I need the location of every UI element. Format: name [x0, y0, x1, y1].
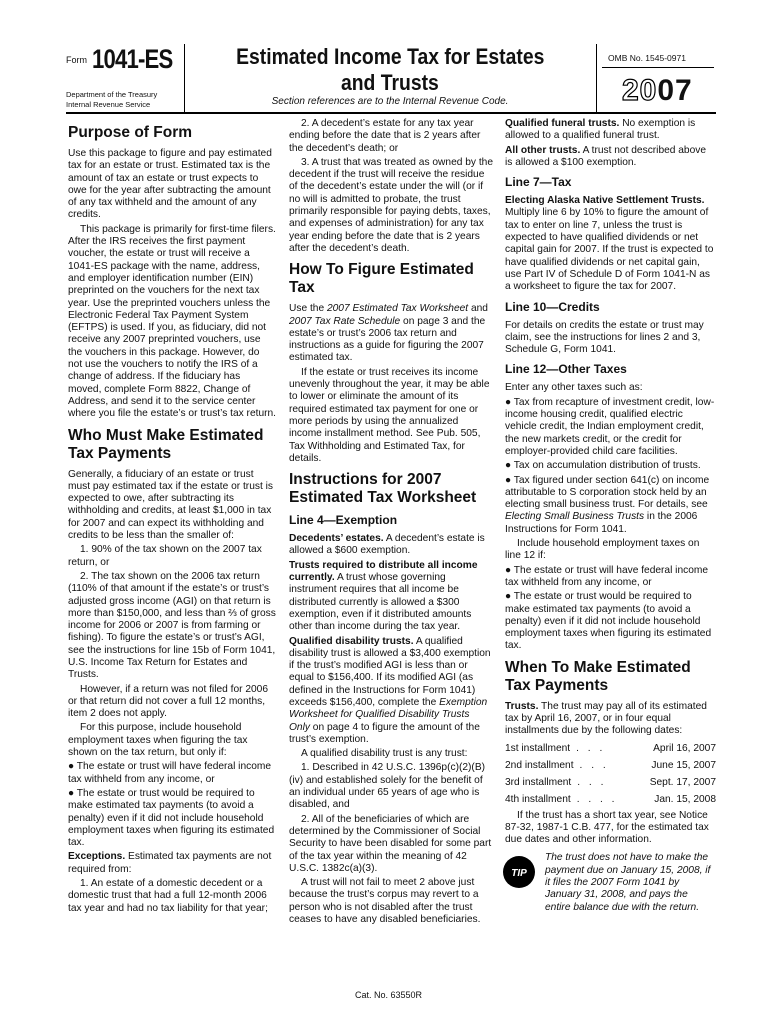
- run-in-heading: Electing Alaska Native Settlement Trusts.: [505, 195, 705, 207]
- installment-row: [505, 793, 716, 807]
- paragraph: However, if a return was not filed for 2006 or that return did not cover a full 12 months, item 2 does not apply.: [68, 683, 269, 720]
- run-in-heading: Exceptions.: [68, 851, 126, 863]
- title-line-1: Estimated Income Tax for Estates: [235, 44, 545, 69]
- column-1: [68, 118, 276, 917]
- tip-word: TIP: [511, 868, 527, 880]
- bullet-item: ● The estate or trust will have federal income tax withheld from any income, or: [505, 564, 709, 588]
- leader-dots: . . .: [577, 776, 607, 788]
- paragraph: If the estate or trust receives its income unevenly throughout the year, it may be able to lower or eliminate the amount of its required estimated tax payment for one or more periods by using the annualized income installment method. See Pub. 505, Tax Withholding and Estimated Tax, for details.: [289, 366, 490, 464]
- title-line-2: and Trusts: [341, 70, 439, 95]
- bullet-item: ● The estate or trust will have federal income tax withheld from any income, or: [68, 761, 272, 785]
- text: Multiply line 6 by 10% to figure the amount of tax to enter on line 7, unless the trust is expected to have qualified dividends or net capital gain for 2007. If the trust is expected to have qualified dividends or net capital gain, use Part IV of Schedule D of Form 1041-N as a worksheet to figure the tax for 2007.: [505, 207, 714, 293]
- catalog-number: Cat. No. 63550R: [355, 990, 423, 1000]
- installment-list: [505, 742, 716, 807]
- text: and: [468, 303, 488, 315]
- omb-divider: [602, 67, 714, 68]
- paragraph: [68, 851, 276, 876]
- tip-text: The trust does not have to make the payment due on January 15, 2008, if it files the 2007 Form 1041 by January 31, 2008, and pays the entire balance due with the return.: [545, 852, 711, 913]
- run-in-heading: Trusts required to distribute all income currently.: [289, 559, 478, 584]
- run-in-heading: Trusts.: [505, 700, 539, 712]
- bullet-item: ● The estate or trust would be required to make estimated tax payments (to avoid a penalty) even if it did not include household employment taxes when figuring its estimated tax.: [68, 787, 275, 849]
- heading-line-12: Line 12—Other Taxes: [505, 362, 627, 377]
- bullet-item: ● Tax from recapture of investment credit, low-income housing credit, qualified electric vehicle credit, the Indian employment credit, the new markets credit, or the credit for employer-provided child care facilities.: [505, 396, 715, 457]
- text: A decedent’s estate is allowed a $600 exemption.: [289, 533, 485, 557]
- text: A trust not described above is allowed a $100 exemption.: [505, 144, 707, 168]
- paragraph: [505, 118, 716, 143]
- paragraph: Generally, a fiduciary of an estate or trust must pay estimated tax if the estate or trust is expected to owe, after subtracting its withholding and credits, at least $1,000 in tax for 2007 and can expect its withholding and credits to be less than the smaller of:: [68, 468, 273, 542]
- leader-dots: . . .: [579, 759, 609, 771]
- installment-label: 1st installment: [505, 742, 571, 754]
- paragraph: If the trust has a short tax year, see Notice 87-32, 1987-1 C.B. 477, for the estimated tax due dates and other information.: [505, 809, 709, 846]
- omb-number: OMB No. 1545-0971: [608, 53, 686, 63]
- heading-how-to-figure: How To Figure Estimated Tax: [289, 261, 474, 297]
- text: The trust may pay all of its estimated tax by April 16, 2007, or in four equal installments due by the following dates:: [505, 700, 707, 737]
- paragraph: [289, 303, 493, 364]
- year-suffix: 07: [657, 74, 693, 107]
- installment-row: [505, 776, 716, 790]
- run-in-heading: Decedents’ estates.: [289, 533, 384, 545]
- paragraph: 1. An estate of a domestic decedent or a domestic trust that had a full 12-month 2006 tax year and had no tax liability for that year;: [68, 878, 268, 914]
- run-in-heading: Qualified funeral trusts.: [505, 118, 620, 129]
- bullet-item: ● The estate or trust would be required to make estimated tax payments (to avoid a penalty) even if it did not include household employment taxes when figuring its estimated tax.: [505, 591, 712, 652]
- paragraph: 2. A decedent’s estate for any tax year ending before the date that is 2 years after the decedent’s death; or: [289, 118, 481, 154]
- column-2: [289, 118, 493, 928]
- italic-ref: Electing Small Business Trusts: [505, 511, 645, 523]
- italic-ref: 2007 Tax Rate Schedule: [289, 315, 401, 327]
- heading-purpose: Purpose of Form: [68, 124, 193, 141]
- italic-ref: Exemption Worksheet for Qualified Disability Trusts Only: [289, 696, 488, 733]
- year-prefix: 20: [622, 74, 658, 107]
- installment-date: April 16, 2007: [653, 742, 716, 754]
- paragraph: 2. The tax shown on the 2006 tax return (110% of that amount if the estate’s or trust’s adjusted gross income (AGI) on that return is more than $150,000, and less than ⅔ of gross income for 2006 or 2007 is from farming or fishing). To figure the estate’s or trust’s AGI, see the instructions for line 15b of Form 1041, U.S. Income Tax Return for Estates and Trusts.: [68, 570, 276, 681]
- installment-row: [505, 742, 716, 756]
- paragraph: [289, 533, 493, 558]
- paragraph: For this purpose, include household employment taxes when figuring the tax shown on the tax return, but only if:: [68, 722, 248, 759]
- text: ● Tax figured under section 641(c) on income attributable to S corporation stock held by an electing small business trust. For details, see: [505, 474, 710, 511]
- header-divider: [184, 44, 185, 112]
- header-rule: [66, 112, 716, 114]
- paragraph: 1. 90% of the tax shown on the 2007 tax return, or: [68, 544, 262, 568]
- page-subtitle: Section references are to the Internal Revenue Code.: [271, 96, 509, 107]
- text: Use the: [289, 303, 327, 315]
- paragraph: [505, 145, 716, 170]
- header-divider: [596, 44, 597, 112]
- form-word: Form: [66, 55, 87, 65]
- bullet-item: ● Tax on accumulation distribution of trusts.: [505, 460, 701, 472]
- heading-when-to-pay: When To Make Estimated Tax Payments: [505, 658, 691, 694]
- paragraph: This package is primarily for first-time filers. After the IRS receives the first payment voucher, the estate or trust will receive a 1041-ES package with the name, address, and employer identification number (EIN) preprinted on the vouchers for the next tax year. Use the preprinted vouchers unless the Electronic Federal Tax Payment System (EFTPS) is used. If you, as fiduciary, did not receive any 2007 preprinted vouchers, use the vouchers in this package. However, do not use the vouchers to notify the IRS of a change of address. If the fiduciary has moved, complete Form 8822, Change of Address, and send it to the service center where you file the estate’s or trust’s tax return.: [68, 223, 277, 420]
- run-in-heading: All other trusts.: [505, 144, 581, 156]
- department-label: [66, 90, 157, 110]
- form-number: 1041-ES: [92, 44, 173, 74]
- heading-line-7: Line 7—Tax: [505, 175, 572, 190]
- leader-dots: . . . .: [576, 793, 618, 805]
- installment-date: Sept. 17, 2007: [649, 776, 716, 788]
- paragraph: 3. A trust that was treated as owned by the decedent if the trust will receive the residue of the decedent’s estate under the will (or if no will is admitted to probate, the trust primarily responsible for paying debts, taxes, and expenses of administration) for any tax year ending before the date that is 2 years after the decedent’s death.: [289, 156, 493, 254]
- text: A trust whose governing instrument requires that all income be distributed currently is allowed a $300 exemption, even if it distributed amounts other than income during the tax year.: [289, 572, 472, 633]
- installment-date: Jan. 15, 2008: [654, 793, 716, 805]
- tip-icon: [501, 854, 537, 890]
- column-3: [505, 118, 716, 914]
- paragraph-text: Estimated tax payments are not required from:: [68, 851, 272, 875]
- heading-line-10: Line 10—Credits: [505, 299, 600, 314]
- text: on page 4 to figure the amount of the trust’s exemption.: [289, 721, 480, 745]
- paragraph: [505, 195, 716, 293]
- text: in the 2006 Instructions for Form 1041.: [505, 511, 698, 535]
- paragraph: 2. All of the beneficiaries of which are determined by the Commissioner of Social Security to have been disabled for some part of the tax year within the meaning of 42 U.S.C. 1382c(a)(3).: [289, 813, 492, 874]
- installment-label: 3rd installment: [505, 776, 572, 788]
- paragraph: 1. Described in 42 U.S.C. 1396p(c)(2)(B)(iv) and established solely for the benefit of an individual under 65 years of age who is disabled, and: [289, 762, 486, 811]
- italic-ref: 2007 Estimated Tax Worksheet: [326, 303, 469, 315]
- dept-line-1: Department of the Treasury: [66, 90, 158, 99]
- installment-label: 2nd installment: [505, 759, 574, 771]
- paragraph: For details on credits the estate or trust may claim, see the instructions for lines 2 and 3, Schedule G, Form 1041.: [505, 319, 704, 356]
- form-id-block: [66, 44, 182, 114]
- paragraph: [505, 701, 716, 738]
- heading-who-must-pay: Who Must Make Estimated Tax Payments: [68, 426, 264, 462]
- leader-dots: . . .: [576, 742, 606, 754]
- paragraph: Enter any other taxes such as:: [505, 382, 643, 394]
- heading-line-4: Line 4—Exemption: [289, 513, 398, 528]
- paragraph: A trust will not fail to meet 2 above just because the trust’s corpus may revert to a person who is not disabled after the trust ceases to have any disabled beneficiaries.: [289, 877, 481, 926]
- text: No exemption is allowed to a qualified funeral trust.: [505, 118, 696, 142]
- run-in-heading: Qualified disability trusts.: [289, 635, 414, 647]
- installment-row: [505, 759, 716, 773]
- tip-box: [505, 852, 716, 913]
- text: on page 3 and the estate’s or trust’s 2006 tax return and instructions as a guide for figuring the 2007 estimated tax.: [289, 315, 486, 364]
- dept-line-2: Internal Revenue Service: [66, 100, 151, 109]
- bullet-item: [505, 475, 716, 536]
- heading-instructions: Instructions for 2007 Estimated Tax Worksheet: [289, 471, 477, 507]
- tax-year: [622, 74, 693, 108]
- text: A qualified disability trust is allowed a $3,400 exemption if the trust’s modified AGI is less than or equal to $156,400. If its modified AGI (as defined in the Instructions for Form 1041) exceeds $156,400, complete the: [289, 635, 491, 708]
- installment-label: 4th installment: [505, 793, 571, 805]
- paragraph: [289, 636, 493, 747]
- paragraph: Include household employment taxes on line 12 if:: [505, 538, 700, 562]
- paragraph: A qualified disability trust is any trust:: [301, 748, 468, 760]
- installment-date: June 15, 2007: [651, 759, 716, 771]
- page-title: [190, 44, 590, 96]
- paragraph: Use this package to figure and pay estimated tax for an estate or trust. Estimated tax is the amount of tax an estate or trust expects to owe for the year after subtracting the amount of any tax withheld and the amount of any credits.: [68, 148, 272, 221]
- paragraph: [289, 560, 493, 634]
